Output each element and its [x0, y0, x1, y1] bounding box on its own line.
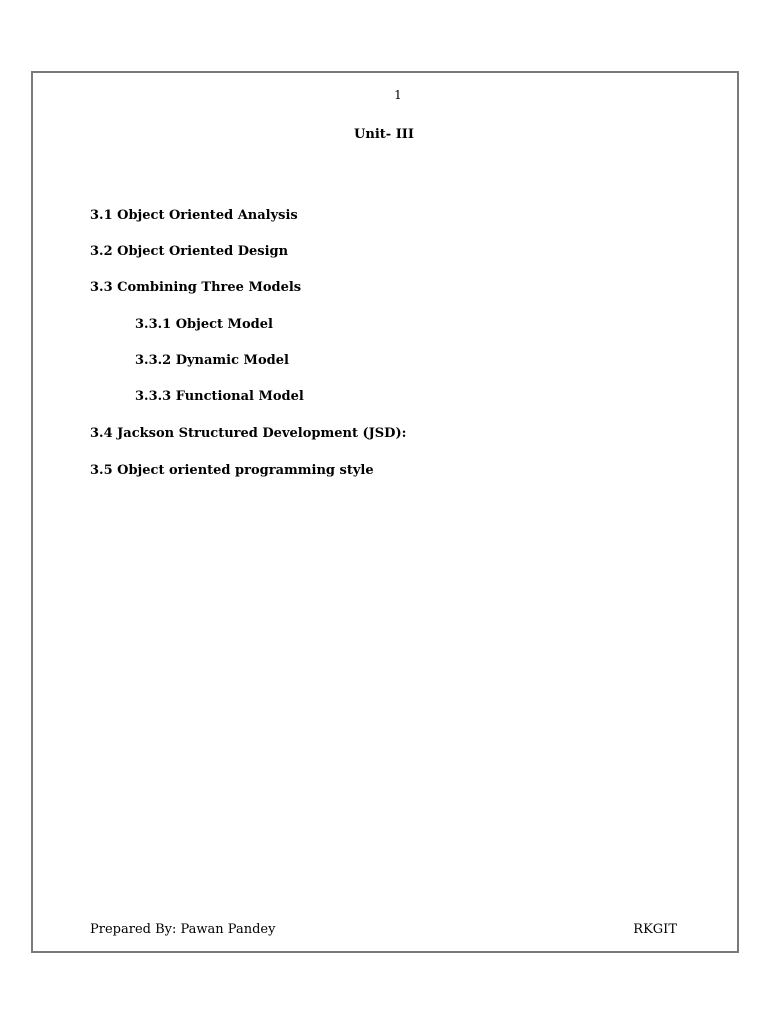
toc-item-3-5: 3.5 Object oriented programming style	[90, 463, 374, 478]
toc-item-3-1: 3.1 Object Oriented Analysis	[90, 208, 298, 223]
toc-item-3-2: 3.2 Object Oriented Design	[90, 244, 289, 259]
toc-item-3-4: 3.4 Jackson Structured Development (JSD):	[90, 426, 407, 441]
page-border	[31, 71, 739, 953]
page-number: 1	[394, 88, 402, 102]
unit-title: Unit- III	[354, 127, 414, 142]
toc-item-3-3: 3.3 Combining Three Models	[90, 280, 302, 295]
toc-item-3-3-1: 3.3.1 Object Model	[135, 317, 273, 332]
toc-item-3-3-2: 3.3.2 Dynamic Model	[135, 353, 289, 368]
prepared-by: Prepared By: Pawan Pandey	[90, 922, 276, 937]
toc-item-3-3-3: 3.3.3 Functional Model	[135, 389, 304, 404]
institution-name: RKGIT	[633, 922, 677, 937]
